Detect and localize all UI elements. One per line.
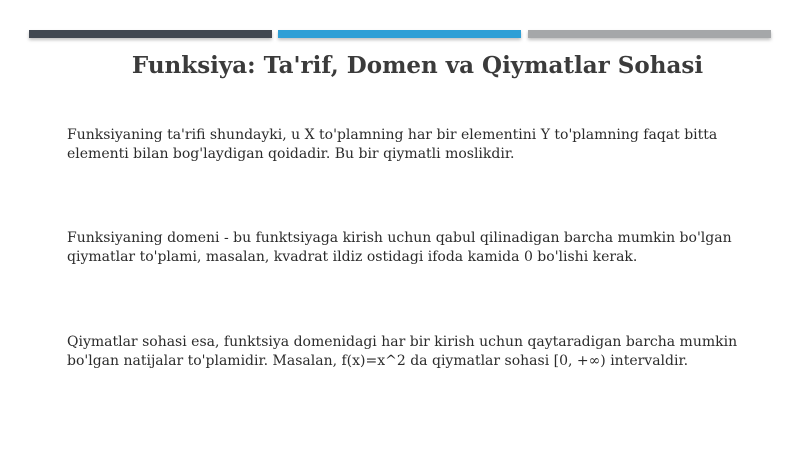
header-accent-bars (29, 30, 771, 38)
accent-bar-dark (29, 30, 272, 38)
paragraph-range: Qiymatlar sohasi esa, funktsiya domenidagi har bir kirish uchun qaytaradigan barcha mumkin bo'lgan natijalar to'plamidir. Masalan, f(x)=x^2 da qiymatlar sohasi [0, +∞) intervaldir. (67, 334, 738, 369)
slide-title: Funksiya: Ta'rif, Domen va Qiymatlar Sohasi (131, 52, 704, 79)
paragraph-domain: Funksiyaning domeni - bu funktsiyaga kirish uchun qabul qilinadigan barcha mumkin bo'lgan qiymatlar to'plami, masalan, kvadrat ildiz ostidagi ifoda kamida 0 bo'lishi kerak. (67, 230, 732, 265)
accent-bar-blue (278, 30, 521, 38)
paragraph-definition: Funksiyaning ta'rifi shundayki, u X to'plamning har bir elementini Y to'plamning faqat bitta elementi bilan bog'laydigan qoidadir. Bu bir qiymatli moslikdir. (67, 127, 718, 162)
accent-bar-gray (528, 30, 771, 38)
